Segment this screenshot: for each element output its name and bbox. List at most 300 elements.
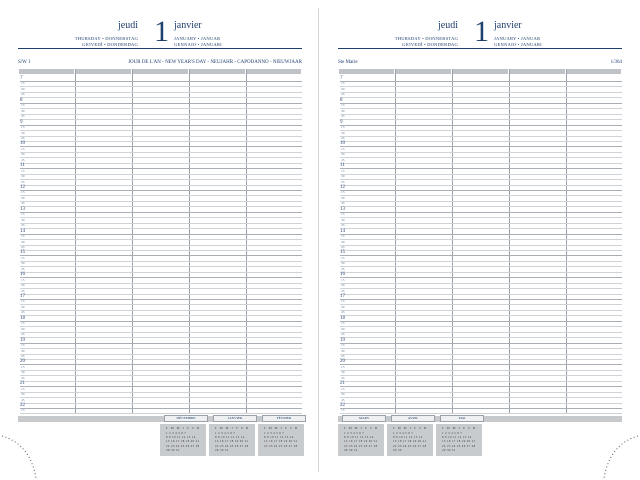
minute-label: 15 <box>21 277 25 282</box>
time-rule <box>20 130 302 131</box>
time-rule <box>20 364 302 365</box>
time-rule <box>20 223 302 224</box>
time-rule <box>340 217 622 218</box>
minute-label: 30 <box>21 108 25 113</box>
minute-label: 45 <box>21 157 25 162</box>
time-rule <box>340 130 622 131</box>
minute-label: 30 <box>21 304 25 309</box>
time-rule <box>20 255 302 256</box>
time-rule <box>20 168 302 169</box>
minute-label: 45 <box>21 244 25 249</box>
time-rule <box>340 337 622 338</box>
time-rule <box>340 163 622 164</box>
hour-label: 16 <box>20 272 25 278</box>
day-number: 1 <box>154 15 169 48</box>
time-rule <box>20 136 302 137</box>
schedule-grid[interactable] <box>338 69 622 422</box>
hour-label: 20 <box>340 359 345 365</box>
minute-label: 15 <box>21 125 25 130</box>
day-name: jeudi <box>438 20 458 31</box>
time-rule <box>20 343 302 344</box>
mini-calendar: MARS L M M J V S D 1 2 3 4 5 6 7 8 9 10 11 12 13 14 15 16 17 18 19 20 21 22 23 24 25 26 27 28 29 30 31 <box>338 415 384 456</box>
hour-label: 7 <box>20 76 23 81</box>
minute-label: 15 <box>341 299 345 304</box>
time-rule <box>20 97 302 98</box>
time-rule <box>340 190 622 191</box>
time-rule <box>20 359 302 360</box>
time-rule <box>20 86 302 87</box>
column-header <box>453 69 508 74</box>
minute-label: 15 <box>341 168 345 173</box>
holiday-label: JOUR DE L'AN - NEW YEAR'S DAY - NEUJAHR - CAPODANNO - NIEUWJAAR <box>128 60 302 65</box>
hour-label: 18 <box>20 315 25 321</box>
minute-label: 15 <box>21 321 25 326</box>
time-rule <box>340 321 622 322</box>
minute-label: 30 <box>21 392 25 397</box>
time-rule <box>20 239 302 240</box>
minute-label: 15 <box>341 321 345 326</box>
day-number: 1 <box>474 15 489 48</box>
column-divider <box>132 69 133 414</box>
time-rule <box>340 146 622 147</box>
time-rule <box>20 157 302 158</box>
time-rule <box>20 212 302 213</box>
time-rule <box>20 174 302 175</box>
time-rule <box>340 381 622 382</box>
minute-label: 30 <box>21 326 25 331</box>
minute-label: 30 <box>341 108 345 113</box>
month-title: FÉVRIER <box>262 415 306 422</box>
column-divider <box>189 69 190 414</box>
time-rule <box>340 97 622 98</box>
time-rule <box>340 206 622 207</box>
column-header <box>19 69 74 74</box>
column-divider <box>509 69 510 414</box>
time-rule <box>20 245 302 246</box>
minute-label: 15 <box>21 103 25 108</box>
time-rule <box>20 294 302 295</box>
time-rule <box>20 283 302 284</box>
mini-calendar: JANVIER L M M J V S D 1 2 3 4 5 6 7 8 9 10 11 12 13 14 15 16 17 18 19 20 21 22 23 24 25 26 27 28 29 30 31 <box>209 415 255 456</box>
hour-label: 10 <box>20 141 25 147</box>
time-rule <box>340 332 622 333</box>
time-rule <box>340 408 622 409</box>
time-rule <box>340 255 622 256</box>
minute-label: 45 <box>341 157 345 162</box>
minute-label: 15 <box>341 81 345 86</box>
time-rule <box>340 119 622 120</box>
minute-label: 45 <box>341 223 345 228</box>
time-rule <box>20 403 302 404</box>
time-rule <box>340 375 622 376</box>
time-rule <box>20 103 302 104</box>
minute-label: 30 <box>21 130 25 135</box>
time-rule <box>20 277 302 278</box>
minute-label: 45 <box>21 179 25 184</box>
time-rule <box>340 108 622 109</box>
minute-label: 30 <box>341 86 345 91</box>
hour-label: 11 <box>20 163 25 169</box>
minute-label: 15 <box>21 364 25 369</box>
minute-label: 30 <box>21 195 25 200</box>
hour-label: 11 <box>340 163 345 169</box>
header-rule <box>18 48 302 49</box>
minute-label: 45 <box>21 114 25 119</box>
minute-label: 15 <box>341 277 345 282</box>
time-rule <box>20 392 302 393</box>
time-rule <box>20 114 302 115</box>
minute-label: 45 <box>341 310 345 315</box>
time-rule <box>340 141 622 142</box>
time-rule <box>20 266 302 267</box>
time-rule <box>340 403 622 404</box>
time-rule <box>20 108 302 109</box>
month-title: JANVIER <box>213 415 257 422</box>
time-rule <box>340 152 622 153</box>
column-divider <box>395 69 396 414</box>
time-rule <box>20 195 302 196</box>
time-rule <box>20 386 302 387</box>
minute-label: 15 <box>21 234 25 239</box>
time-rule <box>20 321 302 322</box>
time-rule <box>20 92 302 93</box>
minute-label: 30 <box>21 174 25 179</box>
hour-label: 21 <box>20 381 25 387</box>
month-title: MARS <box>342 415 386 422</box>
hour-label: 14 <box>340 228 345 234</box>
minute-label: 45 <box>21 223 25 228</box>
column-header <box>396 69 451 74</box>
time-rule <box>340 125 622 126</box>
minute-label: 15 <box>341 212 345 217</box>
month-name: janvier <box>174 20 202 31</box>
time-rule <box>20 326 302 327</box>
minute-label: 30 <box>21 261 25 266</box>
minute-label: 45 <box>341 92 345 97</box>
minute-label: 30 <box>21 348 25 353</box>
right-page <box>338 14 622 452</box>
time-rule <box>340 326 622 327</box>
minute-label: 45 <box>341 332 345 337</box>
minute-label: 30 <box>341 370 345 375</box>
column-header <box>339 69 394 74</box>
minute-label: 30 <box>341 174 345 179</box>
time-rule <box>340 277 622 278</box>
date-header <box>338 14 622 50</box>
header-rule <box>338 48 622 49</box>
time-rule <box>20 250 302 251</box>
minute-label: 30 <box>341 326 345 331</box>
minute-label: 30 <box>21 152 25 157</box>
minute-label: 30 <box>21 370 25 375</box>
time-rule <box>20 163 302 164</box>
hour-label: 18 <box>340 315 345 321</box>
minute-label: 15 <box>21 299 25 304</box>
minute-label: 30 <box>341 392 345 397</box>
minute-label: 45 <box>21 397 25 402</box>
minute-label: 15 <box>21 343 25 348</box>
column-header <box>133 69 188 74</box>
time-rule <box>340 81 622 82</box>
minute-label: 30 <box>341 195 345 200</box>
time-rule <box>340 272 622 273</box>
time-rule <box>340 364 622 365</box>
time-rule <box>20 81 302 82</box>
time-rule <box>340 354 622 355</box>
time-rule <box>340 234 622 235</box>
month-translations: JANUARY • JANUAR GENNAIO • JANUARI <box>494 36 542 47</box>
week-label: S/W 1 <box>18 60 31 65</box>
column-header <box>76 69 131 74</box>
minute-label: 15 <box>21 190 25 195</box>
dotted-arc-left <box>0 430 40 480</box>
time-rule <box>340 343 622 344</box>
time-rule <box>20 217 302 218</box>
time-rule <box>340 114 622 115</box>
time-rule <box>20 234 302 235</box>
minute-label: 15 <box>21 146 25 151</box>
time-rule <box>340 348 622 349</box>
time-rule <box>20 125 302 126</box>
time-rule <box>340 168 622 169</box>
month-name: janvier <box>494 20 522 31</box>
mini-calendar: DÉCEMBRE L M M J V S D 1 2 3 4 5 6 7 8 9 10 11 12 13 14 15 16 17 18 19 20 21 22 23 24 25 26 27 28 29 30 31 <box>160 415 206 456</box>
info-line <box>338 60 622 68</box>
minute-label: 45 <box>21 92 25 97</box>
hour-label: 17 <box>20 294 25 299</box>
time-rule <box>340 397 622 398</box>
month-title: MAI <box>440 415 484 422</box>
time-rule <box>20 408 302 409</box>
month-title: AVRIL <box>391 415 435 422</box>
minute-label: 30 <box>341 217 345 222</box>
minute-label: 15 <box>341 343 345 348</box>
time-rule <box>340 261 622 262</box>
time-rule <box>340 195 622 196</box>
minute-label: 15 <box>21 168 25 173</box>
minute-label: 45 <box>341 114 345 119</box>
minute-label: 30 <box>341 130 345 135</box>
minute-label: 45 <box>21 201 25 206</box>
day-translations: THURSDAY • DONNERSTAG GIOVEDÌ • DONDERDAG <box>394 36 458 47</box>
time-rule <box>20 272 302 273</box>
time-rule <box>20 179 302 180</box>
time-rule <box>20 119 302 120</box>
time-rule <box>340 228 622 229</box>
time-rule <box>20 310 302 311</box>
time-rule <box>340 370 622 371</box>
time-rule <box>340 299 622 300</box>
day-count: 1/364 <box>610 60 622 65</box>
time-rule <box>20 141 302 142</box>
time-rule <box>340 392 622 393</box>
hour-label: 13 <box>20 206 25 212</box>
saint-label: Ste Marie <box>338 60 358 65</box>
month-title: DÉCEMBRE <box>164 415 208 422</box>
hour-label: 9 <box>20 119 23 125</box>
time-rule <box>340 239 622 240</box>
minute-label: 30 <box>341 239 345 244</box>
minute-label: 30 <box>21 217 25 222</box>
column-divider <box>452 69 453 414</box>
column-header <box>247 69 301 74</box>
minute-label: 45 <box>341 375 345 380</box>
minute-label: 45 <box>21 266 25 271</box>
hour-label: 7 <box>340 76 343 81</box>
minute-label: 30 <box>21 283 25 288</box>
minute-label: 45 <box>341 244 345 249</box>
time-rule <box>20 348 302 349</box>
minute-label: 45 <box>21 375 25 380</box>
time-rule <box>340 212 622 213</box>
hour-label: 22 <box>340 403 345 408</box>
dotted-arc-right <box>600 430 640 480</box>
hour-label: 12 <box>340 185 345 190</box>
time-rule <box>20 304 302 305</box>
hour-label: 10 <box>340 141 345 147</box>
minute-label: 45 <box>21 135 25 140</box>
hour-label: 14 <box>20 228 25 234</box>
minute-label: 15 <box>341 386 345 391</box>
hour-label: 8 <box>340 97 343 103</box>
minute-label: 45 <box>21 353 25 358</box>
mini-calendar: AVRIL L M M J V S D 1 2 3 4 5 6 7 8 9 10 11 12 13 14 15 16 17 18 19 20 21 22 23 24 25 26 27 28 29 30 <box>387 415 433 456</box>
column-header <box>567 69 621 74</box>
month-translations: JANUARY • JANUAR GENNAIO • JANUARI <box>174 36 222 47</box>
time-rule <box>340 294 622 295</box>
spine <box>318 8 319 472</box>
minute-label: 30 <box>341 348 345 353</box>
hour-label: 15 <box>20 250 25 256</box>
hour-label: 16 <box>340 272 345 278</box>
minute-label: 15 <box>21 81 25 86</box>
hour-label: 9 <box>340 119 343 125</box>
minute-label: 15 <box>341 103 345 108</box>
hour-label: 22 <box>20 403 25 408</box>
minute-label: 30 <box>341 152 345 157</box>
time-rule <box>20 381 302 382</box>
time-rule <box>340 304 622 305</box>
column-divider <box>246 69 247 414</box>
time-rule <box>20 337 302 338</box>
time-rule <box>340 288 622 289</box>
time-rule <box>20 261 302 262</box>
column-divider <box>566 69 567 414</box>
info-line <box>18 60 302 68</box>
day-name: jeudi <box>118 20 138 31</box>
minute-label: 45 <box>341 135 345 140</box>
minute-label: 30 <box>21 86 25 91</box>
time-rule <box>340 136 622 137</box>
minute-label: 45 <box>341 179 345 184</box>
minute-label: 45 <box>21 288 25 293</box>
time-rule <box>20 152 302 153</box>
minute-label: 15 <box>21 408 25 413</box>
time-rule <box>340 386 622 387</box>
day-translations: THURSDAY • DONNERSTAG GIOVEDÌ • DONDERDAG <box>74 36 138 47</box>
minute-label: 15 <box>341 408 345 413</box>
time-rule <box>20 397 302 398</box>
hour-label: 15 <box>340 250 345 256</box>
minute-label: 30 <box>21 239 25 244</box>
time-rule <box>340 185 622 186</box>
time-rule <box>340 179 622 180</box>
time-rule <box>340 103 622 104</box>
minute-label: 30 <box>341 304 345 309</box>
time-rule <box>20 228 302 229</box>
hour-label: 20 <box>20 359 25 365</box>
minute-label: 15 <box>341 234 345 239</box>
minute-label: 45 <box>21 332 25 337</box>
hour-label: 19 <box>20 337 25 343</box>
column-header <box>510 69 565 74</box>
minute-label: 45 <box>341 397 345 402</box>
time-rule <box>340 250 622 251</box>
time-rule <box>20 375 302 376</box>
time-rule <box>340 223 622 224</box>
date-header <box>18 14 302 50</box>
hour-label: 12 <box>20 185 25 190</box>
mini-calendar: MAI L M M J V S D 1 2 3 4 5 6 7 8 9 10 11 12 13 14 15 16 17 18 19 20 21 22 23 24 25 26 27 28 29 30 31 <box>436 415 482 456</box>
hour-label: 19 <box>340 337 345 343</box>
column-header <box>190 69 245 74</box>
minute-label: 45 <box>341 266 345 271</box>
hour-label: 13 <box>340 206 345 212</box>
hour-label: 17 <box>340 294 345 299</box>
minute-label: 15 <box>21 386 25 391</box>
time-rule <box>20 190 302 191</box>
time-rule <box>340 174 622 175</box>
minute-label: 15 <box>341 146 345 151</box>
time-rule <box>340 201 622 202</box>
hour-label: 8 <box>20 97 23 103</box>
time-rule <box>20 288 302 289</box>
time-rule <box>340 245 622 246</box>
time-rule <box>340 310 622 311</box>
left-page <box>18 14 302 452</box>
minute-label: 30 <box>341 283 345 288</box>
time-rule <box>340 283 622 284</box>
time-rule <box>340 315 622 316</box>
time-rule <box>20 201 302 202</box>
time-rule <box>20 185 302 186</box>
minute-label: 45 <box>341 201 345 206</box>
time-rule <box>20 146 302 147</box>
minute-label: 15 <box>21 255 25 260</box>
time-rule <box>20 299 302 300</box>
minute-label: 15 <box>341 255 345 260</box>
time-rule <box>20 354 302 355</box>
minute-label: 30 <box>341 261 345 266</box>
time-rule <box>20 332 302 333</box>
time-rule <box>340 86 622 87</box>
minute-label: 15 <box>21 212 25 217</box>
time-rule <box>340 359 622 360</box>
column-divider <box>75 69 76 414</box>
time-rule <box>340 92 622 93</box>
time-rule <box>340 157 622 158</box>
mini-calendar: FÉVRIER L M M J V S D 1 2 3 4 5 6 7 8 9 10 11 12 13 14 15 16 17 18 19 20 21 22 23 24 25 26 27 28 <box>258 415 304 456</box>
time-rule <box>20 370 302 371</box>
minute-label: 15 <box>341 364 345 369</box>
schedule-grid[interactable] <box>18 69 302 422</box>
hour-label: 21 <box>340 381 345 387</box>
minute-label: 15 <box>341 190 345 195</box>
minute-label: 45 <box>341 353 345 358</box>
time-rule <box>20 206 302 207</box>
time-rule <box>20 315 302 316</box>
minute-label: 45 <box>21 310 25 315</box>
